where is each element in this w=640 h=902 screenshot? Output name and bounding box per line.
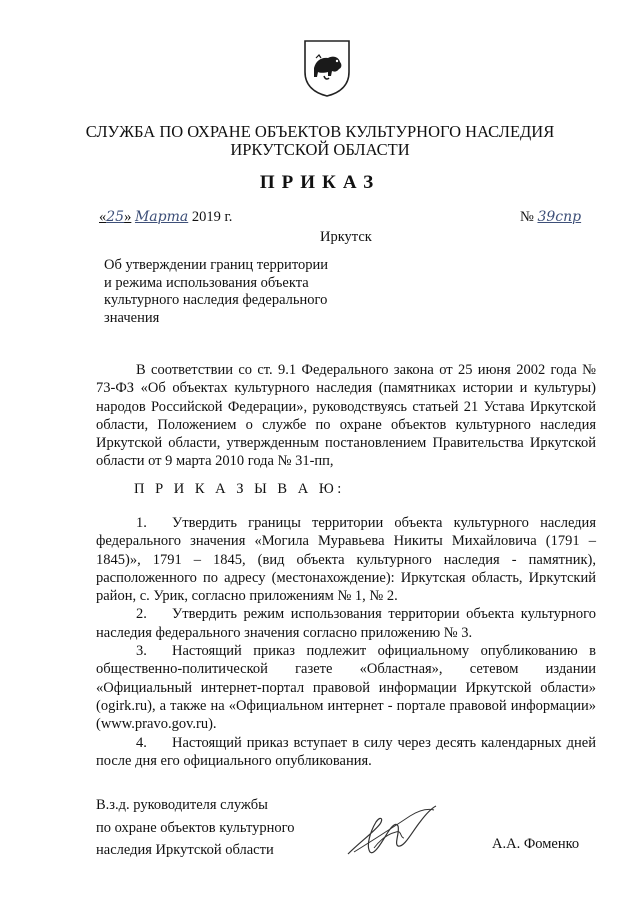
coat-of-arms-icon [302, 38, 352, 98]
item-number: 1. [136, 515, 147, 531]
number-value: 39спр [537, 209, 582, 225]
document-subject [104, 257, 342, 327]
item-text: Настоящий приказ подлежит официальному опубликованию в общественно-политической газете «Областная», сетевом издании «Официальный интернет-портал правовой информации Иркутской области» (ogirk.ru), а также на «Официальном интернет - портале правовой информации» (www.pravo.gov.ru). [96, 643, 596, 733]
order-heading: П Р И К А З Ы В А Ю: [134, 481, 345, 497]
date-day: 25 [106, 209, 125, 225]
subject-line: значения [104, 309, 160, 326]
date-year: 2019 г. [191, 209, 233, 225]
item-text: Утвердить режим использования территории объекта культурного наследия федерального значения согласно приложению № 3. [96, 606, 596, 641]
number-sign: № [520, 209, 534, 225]
date-close-quote: » [124, 209, 132, 225]
order-items [96, 514, 596, 770]
subject-line: Об утверждении границ территории [104, 257, 328, 273]
order-item [96, 734, 596, 771]
organization-name-line-1: СЛУЖБА ПО ОХРАНЕ ОБЪЕКТОВ КУЛЬТУРНОГО НАСЛЕДИЯ [85, 122, 555, 141]
item-number: 3. [136, 643, 147, 660]
order-item [96, 605, 596, 642]
signer-position [96, 794, 294, 862]
item-text: Настоящий приказ вступает в силу через десять календарных дней после дня его официального опубликования. [96, 734, 596, 769]
organization-name-line-2: ИРКУТСКОЙ ОБЛАСТИ [230, 140, 410, 159]
document-number [520, 209, 581, 226]
order-item [96, 514, 596, 605]
signer-position-line: наследия Иркутской области [96, 842, 274, 858]
date-month: Марта [134, 209, 189, 225]
document-title: ПРИКАЗ [259, 172, 381, 193]
item-number: 4. [136, 734, 147, 751]
signer-name: А.А. Фоменко [492, 836, 580, 852]
city-name: Иркутск [320, 229, 372, 245]
signer-position-line: по охране объектов культурного [96, 819, 295, 836]
preamble-paragraph: В соответствии со ст. 9.1 Федерального закона от 25 июня 2002 года № 73-ФЗ «Об объектах культурного наследия (памятниках истории и культуры) народов Российской Федерации», руководствуясь статьей 21 Устава Иркутской области, Положением о службе по охране объектов культурного наследия Иркутской области, утвержденным постановлением Правительства Иркутской области от 9 марта 2010 года № 31-пп, [96, 362, 596, 470]
signer-position-line: В.з.д. руководителя службы [96, 797, 268, 813]
item-number: 2. [136, 606, 147, 623]
subject-line: и режима использования объекта [104, 274, 309, 291]
item-text: Утвердить границы территории объекта культурного наследия федерального значения «Могила Муравьева Никиты Михайловича (1791 – 1845)», 1791 – 1845, (вид объекта культурного наследия - памятник), расположенного по адресу (местонахождение): Иркутская область, Иркутский район, с. Урик, согласно приложениям № 1, № 2. [96, 515, 596, 605]
order-item [96, 642, 596, 733]
subject-line: культурного наследия федерального [104, 292, 328, 308]
document-date [99, 209, 232, 226]
handwritten-signature-icon [340, 802, 450, 862]
date-open-quote: « [99, 209, 107, 225]
